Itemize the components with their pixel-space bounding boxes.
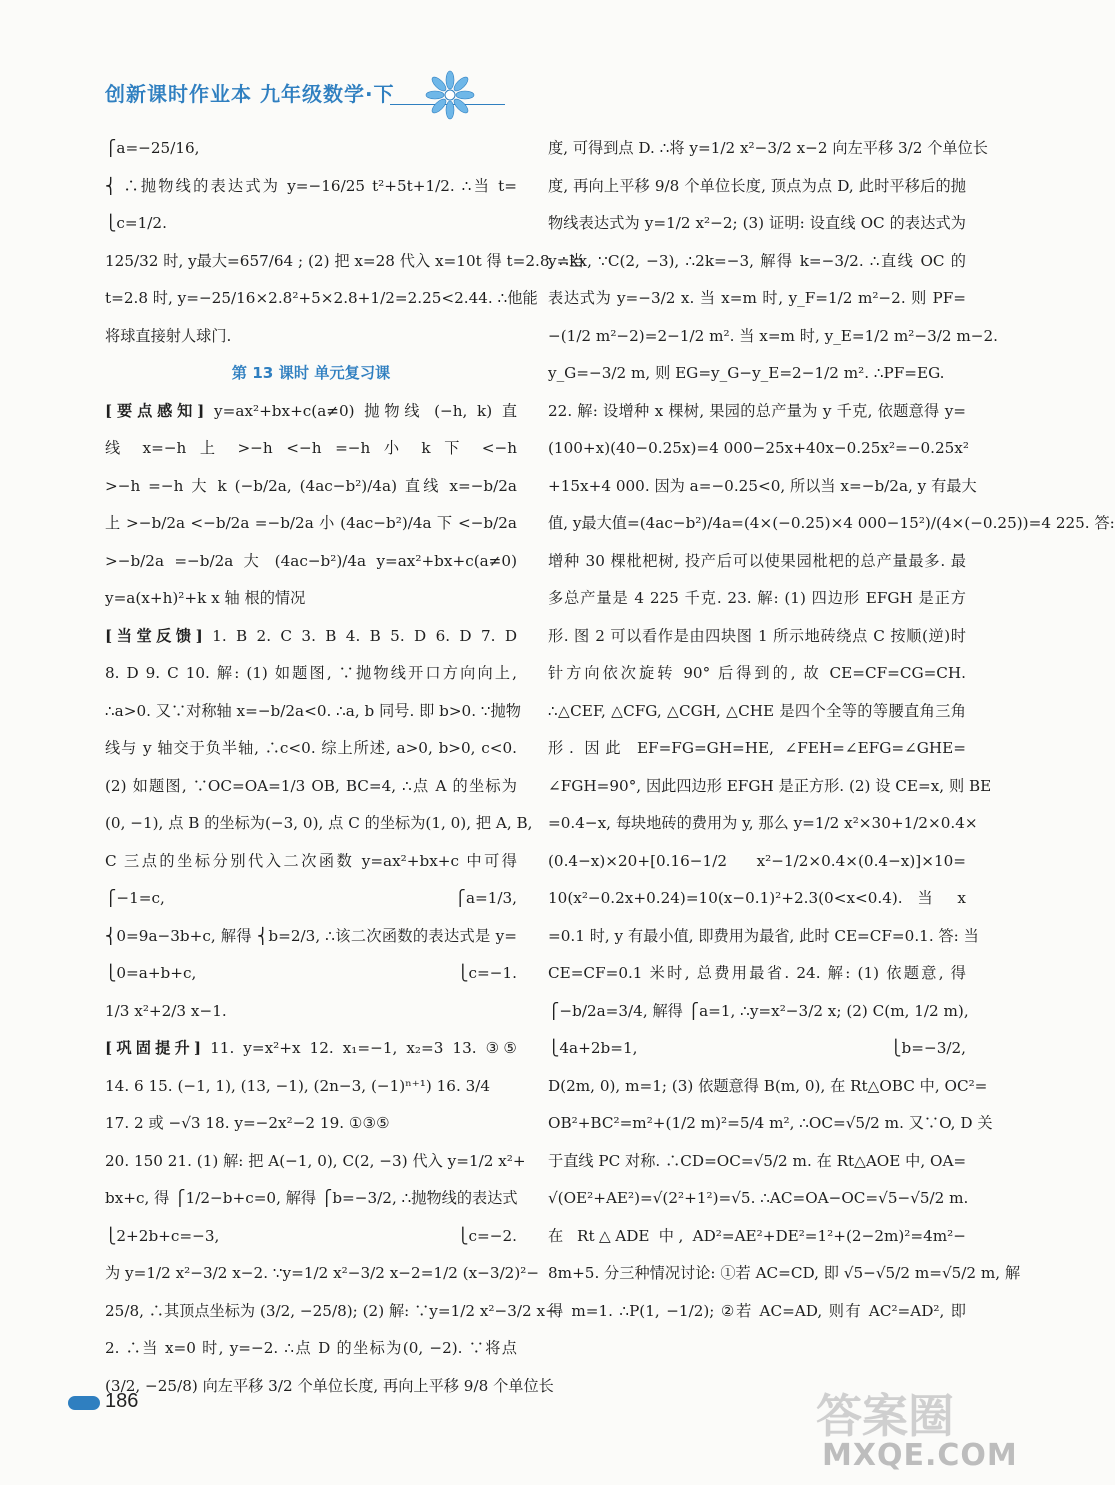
text-line xyxy=(105,1218,517,1256)
text-line xyxy=(548,1105,993,1143)
watermark xyxy=(808,1380,1018,1476)
text-line xyxy=(548,355,966,393)
line-text: (0, −1), 点 B 的坐标为(−3, 0), 点 C 的坐标为(1, 0), 把 A, B, xyxy=(105,814,533,832)
section-tag: [要点感知] xyxy=(105,401,205,420)
text-line xyxy=(105,880,517,918)
line-text: =0.4−x, 每块地砖的费用为 y, 那么 y=1/2 x²×30+1/2×0.4× xyxy=(548,814,978,832)
section-tag: [巩固提升] xyxy=(105,1039,202,1057)
line-text: 2. ∴当 x=0 时, y=−2. ∴点 D 的坐标为(0, −2). ∵将点 xyxy=(105,1339,517,1357)
text-line xyxy=(548,1293,966,1331)
line-text: D(2m, 0), m=1; (3) 依题意得 B(m, 0), 在 Rt△OBC 中, OC²= xyxy=(548,1076,988,1095)
text-line xyxy=(105,768,517,806)
text-line xyxy=(105,318,517,356)
right-column xyxy=(548,130,1115,1330)
line-text: ∴a>0. 又∵对称轴 x=−b/2a<0. ∴a, b 同号. 即 b>0. ∵抛物 xyxy=(105,701,521,720)
text-line xyxy=(548,1180,969,1218)
book-title: 创新课时作业本 九年级数学·下 xyxy=(105,82,395,106)
watermark-logo-text: 答案圈 xyxy=(816,1389,954,1443)
left-column xyxy=(105,130,585,1405)
text-line xyxy=(548,693,966,731)
page-header xyxy=(105,72,505,122)
text-line xyxy=(105,693,521,731)
text-line xyxy=(105,1293,558,1331)
text-line xyxy=(105,955,517,993)
text-line xyxy=(548,730,966,768)
text-line xyxy=(105,393,517,431)
page-number: 186 xyxy=(105,1390,139,1412)
line-text: 1/3 x²+2/3 x−1. xyxy=(105,1001,227,1020)
line-text: 17. 2 或 −√3 18. y=−2x²−2 19. ①③⑤ xyxy=(105,1114,390,1132)
line-text: −(1/2 m²−2)=2−1/2 m². 当 x=m 时, y_E=1/2 m²−3/2 m−2. xyxy=(548,326,998,345)
line-text: 为 y=1/2 x²−3/2 x−2. ∵y=1/2 x²−3/2 x−2=1/2 (x−3/2)²− xyxy=(105,1264,540,1282)
line-text: C 三点的坐标分别代入二次函数 y=ax²+bx+c 中可得 xyxy=(105,851,517,870)
text-line xyxy=(548,318,998,356)
text-line xyxy=(548,393,966,431)
line-text: 线与 y 轴交于负半轴, ∴c<0. 综上所述, a>0, b>0, c<0. xyxy=(105,739,517,757)
text-line xyxy=(105,1255,540,1293)
text-line xyxy=(548,993,969,1031)
text-line xyxy=(548,1143,966,1181)
text-line xyxy=(105,205,517,243)
text-line xyxy=(548,880,966,918)
text-line xyxy=(548,918,979,956)
line-text: 22. 解: 设增种 x 棵树, 果园的总产量为 y 千克, 依题意得 y= xyxy=(548,401,966,420)
text-line xyxy=(548,130,988,168)
line-text: y=kx, ∵C(2, −3), ∴2k=−3, 解得 k=−3/2. ∴直线 OC 的 xyxy=(548,251,966,270)
line-text: (0.4−x)×20+[0.16−1/2 x²−1/2×0.4×(0.4−x)]×10= xyxy=(548,851,966,870)
line-text: ⎩4a+2b=1, ⎩b=−3/2, xyxy=(548,1039,966,1057)
line-text: 20. 150 21. (1) 解: 把 A(−1, 0), C(2, −3) 代入 y=1/2 x²+ xyxy=(105,1151,526,1170)
text-line xyxy=(105,430,517,468)
text-line xyxy=(548,430,969,468)
line-text: >−b/2a =−b/2a 大 (4ac−b²)/4a y=ax²+bx+c(a≠0) xyxy=(105,551,517,570)
text-line xyxy=(105,1143,526,1181)
line-text: √(OE²+AE²)=√(2²+1²)=√5. ∴AC=OA−OC=√5−√5/2 m. xyxy=(548,1189,969,1207)
line-text: ∴△CEF, △CFG, △CGH, △CHE 是四个全等的等腰直角三角 xyxy=(548,701,966,720)
line-text: 值, y最大值=(4ac−b²)/4a=(4×(−0.25)×4 000−15²)/(4×(−0.25))=4 225. 答: xyxy=(548,514,1115,532)
text-line xyxy=(105,730,517,768)
line-text: 线 x=−h 上 >−h <−h =−h 小 k 下 <−h xyxy=(105,439,517,457)
text-line xyxy=(548,805,978,843)
line-text: y=ax²+bx+c(a≠0) 抛物线 (−h, k) 直 xyxy=(204,401,518,420)
line-text: +15x+4 000. 因为 a=−0.25<0, 所以当 x=−b/2a, y 有最大 xyxy=(548,476,977,495)
line-text: t=2.8 时, y=−25/16×2.8²+5×2.8+1/2=2.25<2.44. ∴他能 xyxy=(105,289,538,307)
line-text: 度, 可得到点 D. ∴将 y=1/2 x²−3/2 x−2 向左平移 3/2 个单位长 xyxy=(548,139,988,157)
text-line xyxy=(548,280,966,318)
line-text: 度, 再向上平移 9/8 个单位长度, 顶点为点 D, 此时平移后的抛 xyxy=(548,176,966,195)
line-text: ⎩c=1/2. xyxy=(105,214,167,232)
text-line xyxy=(548,1030,966,1068)
line-text: 8m+5. 分三种情况讨论: ①若 AC=CD, 即 √5−√5/2 m=√5/2 m, 解 xyxy=(548,1264,1021,1282)
line-text: 针方向依次旋转 90° 后得到的, 故 CE=CF=CG=CH. xyxy=(548,664,966,682)
line-text: 表达式为 y=−3/2 x. 当 x=m 时, y_F=1/2 m²−2. 则 PF= xyxy=(548,289,966,307)
line-text: (100+x)(40−0.25x)=4 000−25x+40x−0.25x²=−0.25x² xyxy=(548,439,969,457)
text-line xyxy=(105,1030,517,1068)
watermark-url: MXQE.COM xyxy=(822,1438,1018,1473)
section-tag: [当堂反馈] xyxy=(105,626,203,645)
line-text: ⎩0=a+b+c, ⎩c=−1. xyxy=(105,964,517,982)
line-text: (3/2, −25/8) 向左平移 3/2 个单位长度, 再向上平移 9/8 个单位长 xyxy=(105,1376,554,1395)
line-text: ⎧−1=c, ⎧a=1/3, xyxy=(105,889,517,907)
text-line xyxy=(105,655,517,693)
line-text: ⎨0=9a−3b+c, 解得 ⎨b=2/3, ∴该二次函数的表达式是 y= xyxy=(105,926,517,945)
line-text: ⎩2+2b+c=−3, ⎩c=−2. xyxy=(105,1226,517,1245)
text-line xyxy=(105,1180,517,1218)
line-text: y_G=−3/2 m, 则 EG=y_G−y_E=2−1/2 m². ∴PF=EG. xyxy=(548,364,945,382)
text-line xyxy=(105,618,517,656)
text-line xyxy=(548,1255,1021,1293)
text-line xyxy=(105,168,517,206)
text-line xyxy=(105,1330,517,1368)
line-text: 得 m=1. ∴P(1, −1/2); ②若 AC=AD, 则有 AC²=AD², 即 xyxy=(548,1301,966,1320)
line-text: CE=CF=0.1 米时, 总费用最省. 24. 解: (1) 依题意, 得 xyxy=(548,964,966,982)
text-line xyxy=(105,1368,554,1406)
text-line xyxy=(105,1105,517,1143)
line-text: ⎧a=−25/16, xyxy=(105,139,200,157)
line-text: 上 >−b/2a <−b/2a =−b/2a 小 (4ac−b²)/4a 下 <−b/2a xyxy=(105,514,517,532)
line-text: 10(x²−0.2x+0.24)=10(x−0.1)²+2.3(0<x<0.4). 当 x xyxy=(548,889,966,907)
line-text: 将球直接射人球门. xyxy=(105,326,232,345)
text-line xyxy=(548,655,966,693)
text-line xyxy=(548,1218,966,1256)
text-line xyxy=(105,505,517,543)
text-line xyxy=(548,205,966,243)
text-line xyxy=(548,468,977,506)
text-line xyxy=(105,1068,517,1106)
line-text: OB²+BC²=m²+(1/2 m)²=5/4 m², ∴OC=√5/2 m. 又∵O, D 关 xyxy=(548,1114,993,1132)
page-marker-icon xyxy=(68,1396,100,1410)
text-line xyxy=(548,843,966,881)
section-title xyxy=(105,355,517,393)
text-line xyxy=(105,918,517,956)
text-line xyxy=(105,130,517,168)
line-text: 25/8, ∴其顶点坐标为 (3/2, −25/8); (2) 解: ∵y=1/2 x²−3/2 x− xyxy=(105,1301,558,1320)
line-text: (2) 如题图, ∵OC=OA=1/3 OB, BC=4, ∴点 A 的坐标为 xyxy=(105,776,517,795)
text-line xyxy=(548,580,966,618)
text-line xyxy=(105,805,533,843)
text-line xyxy=(548,768,992,806)
text-line xyxy=(548,243,966,281)
text-line xyxy=(548,168,966,206)
line-text: >−h =−h 大 k (−b/2a, (4ac−b²)/4a) 直线 x=−b/2a xyxy=(105,476,517,495)
line-text: 增种 30 棵枇杷树, 投产后可以使果园枇杷的总产量最多. 最 xyxy=(548,551,966,570)
line-text: 8. D 9. C 10. 解: (1) 如题图, ∵抛物线开口方向向上, xyxy=(105,664,517,682)
line-text: =0.1 时, y 有最小值, 即费用为最省, 此时 CE=CF=0.1. 答: 当 xyxy=(548,926,979,945)
text-line xyxy=(548,618,966,656)
text-line xyxy=(105,280,538,318)
line-text: 多总产量是 4 225 千克. 23. 解: (1) 四边形 EFGH 是正方 xyxy=(548,589,966,607)
line-text: 第 13 课时 单元复习课 xyxy=(231,364,391,382)
text-line xyxy=(105,580,517,618)
line-text: ∠FGH=90°, 因此四边形 EFGH 是正方形. (2) 设 CE=x, 则 BE xyxy=(548,776,992,795)
line-text: y=a(x+h)²+k x 轴 根的情况 xyxy=(105,589,306,607)
text-line xyxy=(548,1068,988,1106)
text-line xyxy=(548,955,966,993)
line-text: bx+c, 得 ⎧1/2−b+c=0, 解得 ⎧b=−3/2, ∴抛物线的表达式 xyxy=(105,1189,518,1207)
text-line xyxy=(105,543,517,581)
line-text: 形. 因此 EF=FG=GH=HE, ∠FEH=∠EFG=∠GHE= xyxy=(548,739,966,757)
text-line xyxy=(548,505,1115,543)
line-text: 形. 图 2 可以看作是由四块图 1 所示地砖绕点 C 按顺(逆)时 xyxy=(548,626,966,645)
snowflake-icon xyxy=(425,70,475,120)
text-line xyxy=(548,543,966,581)
line-text: 在 Rt△ADE 中, AD²=AE²+DE²=1²+(2−2m)²=4m²− xyxy=(548,1226,966,1245)
line-text: 14. 6 15. (−1, 1), (13, −1), (2n−3, (−1)ⁿ⁺¹) 16. 3/4 xyxy=(105,1076,491,1095)
line-text: ⎧−b/2a=3/4, 解得 ⎧a=1, ∴y=x²−3/2 x; (2) C(m, 1/2 m), xyxy=(548,1001,969,1020)
text-line xyxy=(105,843,517,881)
line-text: 125/32 时, y最大=657/64 ; (2) 把 x=28 代入 x=10t 得 t=2.8, ∴当 xyxy=(105,251,585,270)
line-text: 于直线 PC 对称. ∴CD=OC=√5/2 m. 在 Rt△AOE 中, OA= xyxy=(548,1151,967,1170)
text-line xyxy=(105,243,585,281)
line-text: 物线表达式为 y=1/2 x²−2; (3) 证明: 设直线 OC 的表达式为 xyxy=(548,214,966,232)
text-line xyxy=(105,468,517,506)
line-text: 11. y=x²+x 12. x₁=−1, x₂=3 13. ③⑤ xyxy=(201,1039,518,1057)
line-text: ⎨ ∴抛物线的表达式为 y=−16/25 t²+5t+1/2. ∴当 t= xyxy=(105,176,517,195)
text-line xyxy=(105,993,517,1031)
line-text: 1. B 2. C 3. B 4. B 5. D 6. D 7. D xyxy=(202,626,517,645)
